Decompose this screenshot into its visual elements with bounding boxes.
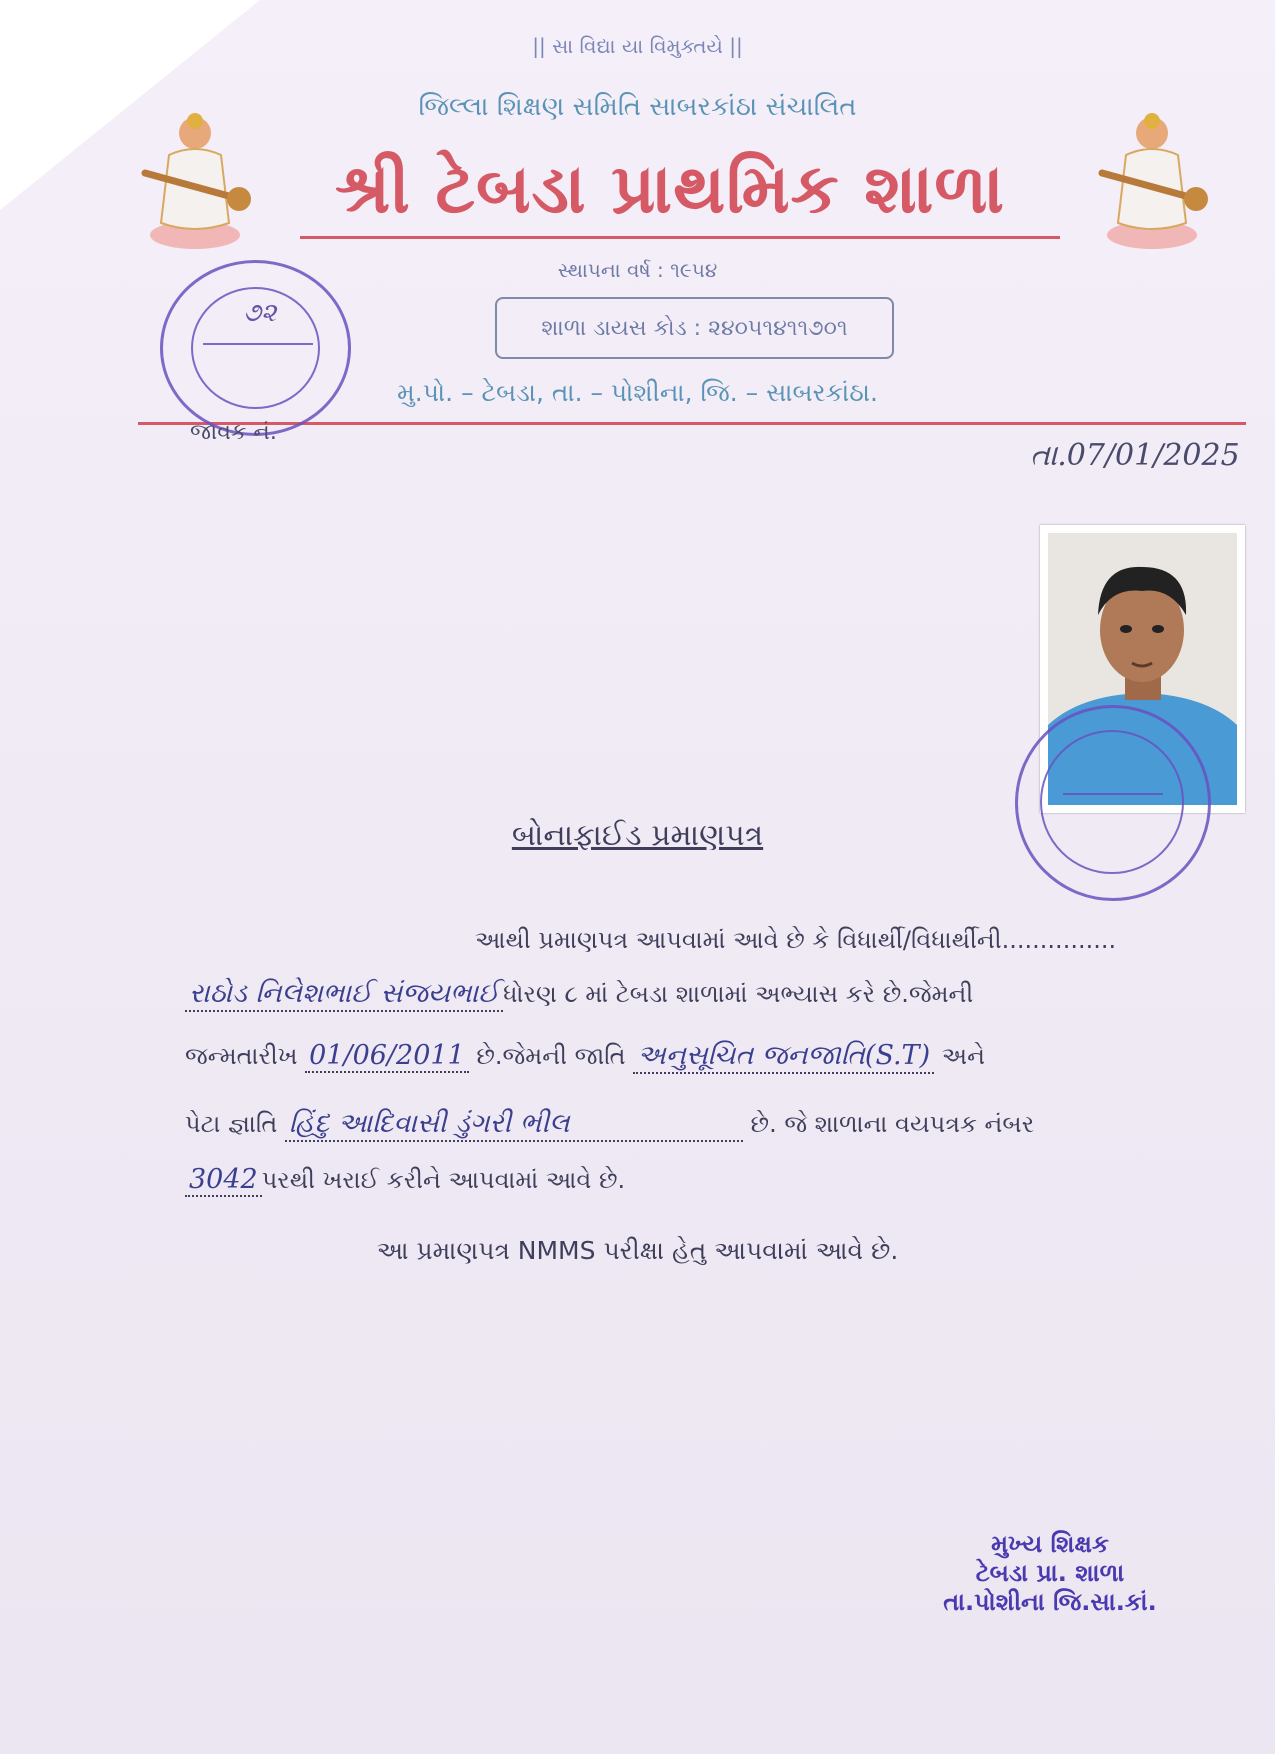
body-line-2 [185, 978, 973, 1012]
caste-label: છે.જેમની જાતિ [476, 1042, 626, 1070]
school-round-seal [1015, 705, 1211, 901]
body-line-5 [185, 1164, 625, 1197]
subcaste: હિંદુ આદિવાસી ડુંગરી ભીલ [285, 1108, 743, 1142]
signatory-school: ટેબડા પ્રા. શાળા [975, 1559, 1125, 1587]
saraswati-left-image [135, 105, 255, 255]
school-address: મુ.પો. – ટેબડા, તા. – પોશીના, જિ. – સાબરકાંઠા. [397, 378, 878, 407]
body-line-2-text: ધોરણ ૮ માં ટેબડા શાળામાં અભ્યાસ કરે છે.જેમની [503, 980, 974, 1008]
dob-label: જન્મતારીખ [185, 1042, 298, 1070]
register-number: 3042 [185, 1164, 262, 1197]
outward-number: ૭૨ [243, 298, 277, 328]
caste: અનુસૂચિત જનજાતિ(S.T) [633, 1040, 934, 1074]
date-of-birth: 01/06/2011 [305, 1040, 469, 1073]
signatory-place: તા.પોશીના જિ.સા.કાં. [943, 1588, 1157, 1616]
body-line-4 [185, 1108, 1034, 1142]
dise-code: શાળા ડાયસ કોડ : ૨૪૦૫૧૪૧૧૭૦૧ [541, 315, 848, 341]
header-subtitle: જિલ્લા શિક્ષણ સમિતિ સાબરકાંઠા સંચાલિત [418, 92, 857, 122]
student-name: રાઠોડ નિલેશભાઈ સંજયભાઈ [185, 978, 503, 1012]
certificate-heading: બોનાફાઈડ પ્રમાણપત્ર [511, 818, 764, 853]
certificate-purpose: આ પ્રમાણપત્ર NMMS પરીક્ષા હેતુ આપવામાં આવે છે. [376, 1236, 899, 1265]
signature-block [900, 1530, 1200, 1617]
established-year: સ્થાપના વર્ષ : ૧૯૫૪ [557, 258, 718, 282]
title-underline [300, 236, 1060, 239]
body-line-3 [185, 1040, 985, 1074]
certificate-date: તા.07/01/2025 [1030, 438, 1240, 473]
signatory-title: મુખ્ય શિક્ષક [991, 1530, 1109, 1558]
saraswati-right-image [1092, 105, 1212, 255]
and-word: અને [941, 1042, 985, 1070]
javak-label: જાવક નં. [190, 420, 277, 445]
dise-code-box [495, 297, 894, 359]
body-line-1: આથી પ્રમાણપત્ર આપવામાં આવે છે કે વિધાર્થી/વિધાર્થીની............... [475, 926, 1117, 954]
motto: || સા વિદ્યા યા વિમુક્તયે || [532, 34, 743, 58]
register-text: છે. જે શાળાના વયપત્રક નંબર [750, 1110, 1035, 1138]
school-name-title: શ્રી ટેબડા પ્રાથમિક શાળા [334, 150, 1006, 229]
outward-number-stamp [160, 260, 351, 436]
body-line-5-text: પરથી ખરાઈ કરીને આપવામાં આવે છે. [261, 1166, 626, 1194]
subcaste-label: પેટા જ્ઞાતિ [185, 1110, 278, 1138]
